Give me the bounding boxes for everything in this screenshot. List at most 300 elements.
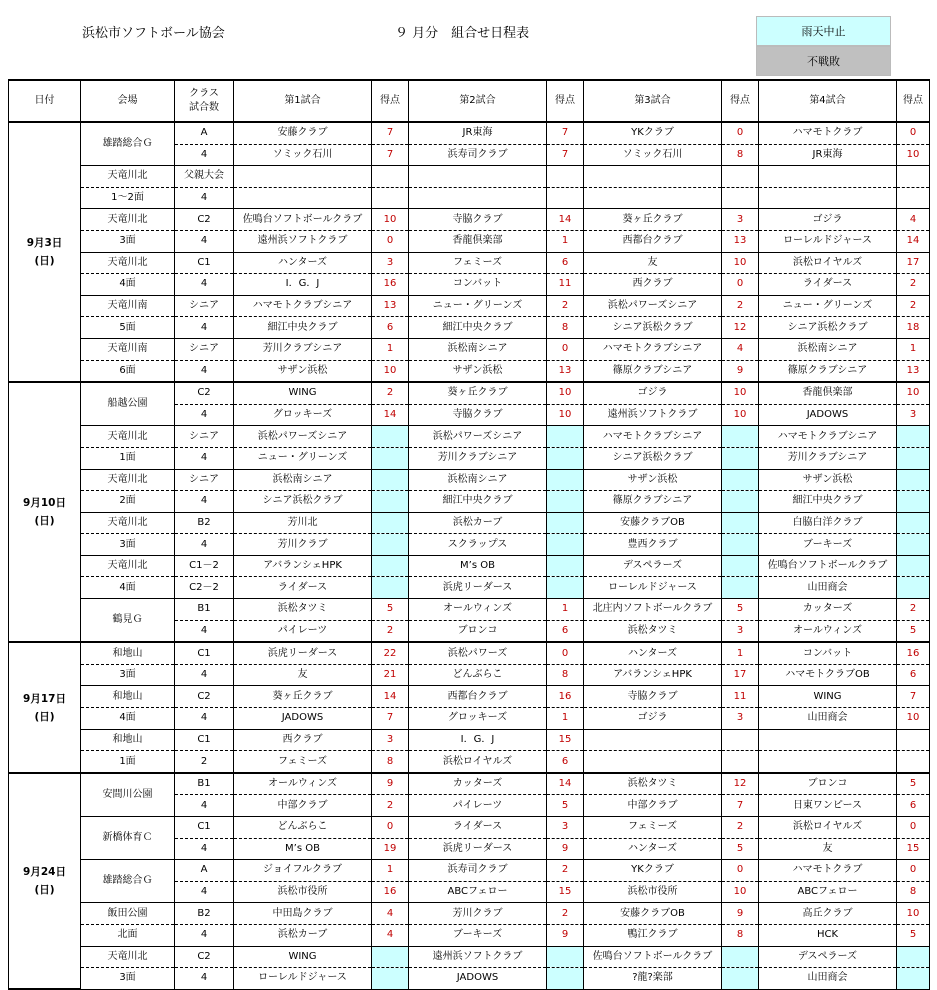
team-cell: 浜虎リーダース <box>409 838 547 860</box>
date-cell <box>9 382 81 642</box>
team-cell: 浜松南シニア <box>409 469 547 491</box>
score-cell <box>547 534 584 556</box>
team-cell: JADOWS <box>409 968 547 990</box>
score-cell <box>547 187 584 209</box>
count-cell: 4 <box>175 924 234 946</box>
col-class <box>175 80 234 122</box>
score-cell: 5 <box>897 620 930 642</box>
venue-field: 4面 <box>81 577 175 599</box>
venue-name: 雄踏総合Ｇ <box>81 122 175 166</box>
score-cell: 6 <box>547 620 584 642</box>
score-cell: 10 <box>897 144 930 166</box>
table-row <box>9 534 930 556</box>
team-cell: 浜寿司クラブ <box>409 860 547 882</box>
date-label: 9月10日 <box>23 497 66 510</box>
team-cell: 浜松パワーズ <box>409 642 547 664</box>
count-cell: 4 <box>175 881 234 903</box>
team-cell: 芳川クラブ <box>234 534 372 556</box>
score-cell: 16 <box>897 642 930 664</box>
table-row <box>9 166 930 188</box>
team-cell: ライダース <box>234 577 372 599</box>
score-cell <box>897 426 930 448</box>
count-cell: 4 <box>175 534 234 556</box>
team-cell: ハンターズ <box>234 252 372 274</box>
score-cell: 7 <box>372 122 409 144</box>
team-cell: 香龍倶楽部 <box>759 382 897 404</box>
venue-name: 和地山 <box>81 642 175 664</box>
venue-field: 6面 <box>81 360 175 382</box>
team-cell: カッターズ <box>759 599 897 621</box>
score-cell: 17 <box>722 664 759 686</box>
weekday-label: (日) <box>34 710 55 723</box>
venue-field: 3面 <box>81 664 175 686</box>
team-cell: 安藤クラブ <box>234 122 372 144</box>
score-cell <box>722 751 759 773</box>
score-cell <box>547 426 584 448</box>
score-cell: 3 <box>722 620 759 642</box>
team-cell: 浜松ロイヤルズ <box>759 252 897 274</box>
score-cell <box>372 577 409 599</box>
col-score4: 得点 <box>897 80 930 122</box>
score-cell <box>722 946 759 968</box>
team-cell <box>584 187 722 209</box>
table-row <box>9 252 930 274</box>
score-cell <box>547 512 584 534</box>
score-cell: 5 <box>722 599 759 621</box>
score-cell: 7 <box>722 795 759 817</box>
score-cell <box>897 555 930 577</box>
score-cell: 10 <box>722 881 759 903</box>
score-cell: 15 <box>547 881 584 903</box>
team-cell: 寺脇クラブ <box>584 686 722 708</box>
venue-name: 天竜川北 <box>81 166 175 188</box>
score-cell <box>372 469 409 491</box>
score-cell: 14 <box>897 230 930 252</box>
team-cell: ニュー・グリーンズ <box>234 447 372 469</box>
score-cell: 1 <box>372 860 409 882</box>
col-date: 日付 <box>9 80 81 122</box>
score-cell <box>722 577 759 599</box>
class-cell: A <box>175 122 234 144</box>
team-cell: ローレルドジャース <box>234 968 372 990</box>
venue-name: 新橋体育Ｃ <box>81 817 175 860</box>
class-cell: C1 <box>175 817 234 839</box>
score-cell: 0 <box>547 642 584 664</box>
team-cell <box>409 187 547 209</box>
team-cell: 中部クラブ <box>234 795 372 817</box>
team-cell: 細江中央クラブ <box>409 317 547 339</box>
score-cell: 19 <box>372 838 409 860</box>
team-cell: ?龍?楽部 <box>584 968 722 990</box>
score-cell: 2 <box>372 795 409 817</box>
score-cell: 0 <box>722 274 759 296</box>
score-cell: 1 <box>897 338 930 360</box>
venue-field: 5面 <box>81 317 175 339</box>
score-cell <box>897 512 930 534</box>
team-cell: 浜松タツミ <box>584 620 722 642</box>
score-cell: 4 <box>372 903 409 925</box>
team-cell: 山田商会 <box>759 577 897 599</box>
team-cell: 芳川北 <box>234 512 372 534</box>
table-row <box>9 751 930 773</box>
score-cell: 8 <box>897 881 930 903</box>
score-cell: 0 <box>722 860 759 882</box>
score-cell: 9 <box>722 360 759 382</box>
team-cell: 西都台クラブ <box>584 230 722 252</box>
score-cell: 12 <box>722 773 759 795</box>
team-cell: 友 <box>584 252 722 274</box>
class-cell: B2 <box>175 512 234 534</box>
table-row <box>9 317 930 339</box>
col-count-label: 試合数 <box>189 102 219 113</box>
team-cell: 遠州浜ソフトクラブ <box>584 404 722 426</box>
score-cell <box>372 512 409 534</box>
team-cell: ゴジラ <box>584 382 722 404</box>
score-cell: 4 <box>897 209 930 231</box>
score-cell: 2 <box>722 295 759 317</box>
team-cell: ローレルドジャース <box>584 577 722 599</box>
legend-forfeit: 不戦敗 <box>756 46 891 76</box>
score-cell: 4 <box>722 338 759 360</box>
class-cell: シニア <box>175 426 234 448</box>
table-row <box>9 729 930 751</box>
score-cell: 10 <box>547 382 584 404</box>
team-cell: JR東海 <box>409 122 547 144</box>
score-cell: 0 <box>372 817 409 839</box>
score-cell <box>897 469 930 491</box>
team-cell: JR東海 <box>759 144 897 166</box>
count-cell: 4 <box>175 491 234 513</box>
score-cell <box>372 187 409 209</box>
date-label: 9月3日 <box>26 237 63 250</box>
score-cell: 13 <box>722 230 759 252</box>
score-cell: 10 <box>372 360 409 382</box>
score-cell <box>547 946 584 968</box>
col-game1: 第1試合 <box>234 80 372 122</box>
weekday-label: (日) <box>34 884 55 897</box>
count-cell: 4 <box>175 230 234 252</box>
score-cell <box>372 426 409 448</box>
table-row <box>9 512 930 534</box>
score-cell: 8 <box>722 924 759 946</box>
team-cell: 西クラブ <box>234 729 372 751</box>
team-cell: サザン浜松 <box>234 360 372 382</box>
score-cell: 0 <box>897 860 930 882</box>
org-title: 浜松市ソフトボール協会 <box>82 26 225 41</box>
team-cell: ローレルドジャース <box>759 230 897 252</box>
team-cell: ブーキーズ <box>759 534 897 556</box>
team-cell: 葵ヶ丘クラブ <box>234 686 372 708</box>
table-row <box>9 708 930 730</box>
team-cell: JADOWS <box>759 404 897 426</box>
score-cell <box>372 968 409 990</box>
team-cell: 寺脇クラブ <box>409 404 547 426</box>
team-cell <box>584 166 722 188</box>
score-cell: 16 <box>547 686 584 708</box>
class-cell: C1－2 <box>175 555 234 577</box>
score-cell <box>897 968 930 990</box>
table-row <box>9 664 930 686</box>
team-cell: 浜松市役所 <box>234 881 372 903</box>
score-cell: 15 <box>897 838 930 860</box>
count-cell: 4 <box>175 447 234 469</box>
team-cell: シニア浜松クラブ <box>584 447 722 469</box>
score-cell <box>722 187 759 209</box>
header-row <box>9 80 930 122</box>
score-cell: 0 <box>372 230 409 252</box>
venue-field: 北面 <box>81 924 175 946</box>
score-cell: 3 <box>547 817 584 839</box>
venue-name: 和地山 <box>81 686 175 708</box>
team-cell: 友 <box>759 838 897 860</box>
count-cell: 4 <box>175 708 234 730</box>
team-cell: 芳川クラブシニア <box>409 447 547 469</box>
team-cell: 浜松パワーズシニア <box>234 426 372 448</box>
table-row <box>9 968 930 990</box>
venue-name: 天竜川北 <box>81 252 175 274</box>
team-cell: WING <box>234 946 372 968</box>
score-cell: 6 <box>547 252 584 274</box>
count-cell: 4 <box>175 968 234 990</box>
date-cell <box>9 773 81 989</box>
team-cell: グロッキーズ <box>234 404 372 426</box>
score-cell: 13 <box>897 360 930 382</box>
team-cell: フェミーズ <box>409 252 547 274</box>
count-cell: 4 <box>175 838 234 860</box>
team-cell: どんぶらこ <box>234 817 372 839</box>
score-cell: 2 <box>547 860 584 882</box>
team-cell: ライダース <box>759 274 897 296</box>
team-cell: 浜松カーブ <box>409 512 547 534</box>
schedule-title: ９ 月分 組合せ日程表 <box>395 26 530 41</box>
score-cell <box>372 491 409 513</box>
score-cell: 13 <box>547 360 584 382</box>
team-cell: 北庄内ソフトボールクラブ <box>584 599 722 621</box>
team-cell: ジョイフルクラブ <box>234 860 372 882</box>
class-cell: B1 <box>175 773 234 795</box>
team-cell <box>234 166 372 188</box>
team-cell: オールウィンズ <box>234 773 372 795</box>
class-cell: C2 <box>175 209 234 231</box>
team-cell: 葵ヶ丘クラブ <box>584 209 722 231</box>
team-cell: 香龍倶楽部 <box>409 230 547 252</box>
score-cell: 10 <box>897 382 930 404</box>
score-cell: 0 <box>722 122 759 144</box>
score-cell: 3 <box>372 729 409 751</box>
score-cell: 3 <box>722 708 759 730</box>
score-cell <box>722 512 759 534</box>
score-cell <box>547 577 584 599</box>
team-cell: 浜松パワーズシニア <box>584 295 722 317</box>
table-row <box>9 599 930 621</box>
team-cell: ハマモトクラブシニア <box>234 295 372 317</box>
team-cell: どんぶらこ <box>409 664 547 686</box>
score-cell: 10 <box>547 404 584 426</box>
team-cell: ゴジラ <box>584 708 722 730</box>
table-row <box>9 577 930 599</box>
team-cell: 篠原クラブシニア <box>759 360 897 382</box>
team-cell: コンバット <box>409 274 547 296</box>
team-cell <box>409 166 547 188</box>
score-cell: 1 <box>547 708 584 730</box>
table-row <box>9 903 930 925</box>
score-cell <box>547 447 584 469</box>
team-cell: パイレーツ <box>409 795 547 817</box>
team-cell: 芳川クラブ <box>409 903 547 925</box>
count-cell: 4 <box>175 144 234 166</box>
score-cell: 10 <box>372 209 409 231</box>
col-score2: 得点 <box>547 80 584 122</box>
team-cell: デスペラーズ <box>759 946 897 968</box>
score-cell <box>722 968 759 990</box>
class-cell: A <box>175 860 234 882</box>
team-cell <box>759 751 897 773</box>
score-cell: 17 <box>897 252 930 274</box>
team-cell: 佐鳴台ソフトボールクラブ <box>234 209 372 231</box>
team-cell: 寺脇クラブ <box>409 209 547 231</box>
team-cell: グロッキーズ <box>409 708 547 730</box>
venue-field: 4面 <box>81 708 175 730</box>
score-cell: 2 <box>372 620 409 642</box>
team-cell: 葵ヶ丘クラブ <box>409 382 547 404</box>
table-row <box>9 295 930 317</box>
score-cell: 10 <box>722 382 759 404</box>
score-cell: 9 <box>722 903 759 925</box>
score-cell: 6 <box>547 751 584 773</box>
team-cell: ブロンコ <box>409 620 547 642</box>
team-cell: 豊西クラブ <box>584 534 722 556</box>
team-cell: ニュー・グリーンズ <box>409 295 547 317</box>
team-cell: ABCフェロー <box>409 881 547 903</box>
venue-name: 天竜川北 <box>81 946 175 968</box>
team-cell: 白脇白洋クラブ <box>759 512 897 534</box>
score-cell: 1 <box>547 230 584 252</box>
team-cell: 中田島クラブ <box>234 903 372 925</box>
team-cell: 細江中央クラブ <box>234 317 372 339</box>
score-cell: 2 <box>897 274 930 296</box>
team-cell: 浜虎リーダース <box>409 577 547 599</box>
team-cell: 細江中央クラブ <box>409 491 547 513</box>
count-cell: 4 <box>175 317 234 339</box>
team-cell: ニュー・グリーンズ <box>759 295 897 317</box>
class-cell: B2 <box>175 903 234 925</box>
venue-name: 和地山 <box>81 729 175 751</box>
score-cell <box>722 447 759 469</box>
score-cell: 2 <box>547 903 584 925</box>
score-cell <box>722 729 759 751</box>
team-cell: デスペラーズ <box>584 555 722 577</box>
team-cell: フェミーズ <box>584 817 722 839</box>
score-cell <box>897 447 930 469</box>
score-cell <box>722 469 759 491</box>
table-row <box>9 860 930 882</box>
score-cell <box>897 187 930 209</box>
team-cell: ソミック石川 <box>584 144 722 166</box>
team-cell: 山田商会 <box>759 708 897 730</box>
venue-field: 4面 <box>81 274 175 296</box>
score-cell: 10 <box>722 404 759 426</box>
score-cell: 8 <box>547 664 584 686</box>
score-cell <box>372 555 409 577</box>
team-cell: 浜松ロイヤルズ <box>409 751 547 773</box>
score-cell: 8 <box>722 144 759 166</box>
score-cell: 7 <box>547 122 584 144</box>
table-row <box>9 946 930 968</box>
score-cell <box>722 491 759 513</box>
score-cell <box>897 946 930 968</box>
table-row <box>9 773 930 795</box>
venue-field: 1～2面 <box>81 187 175 209</box>
score-cell: 16 <box>372 274 409 296</box>
table-row <box>9 338 930 360</box>
team-cell: 友 <box>234 664 372 686</box>
count-cell: 4 <box>175 664 234 686</box>
score-cell: 5 <box>897 773 930 795</box>
venue-name: 天竜川南 <box>81 295 175 317</box>
score-cell: 2 <box>547 295 584 317</box>
team-cell: パイレーツ <box>234 620 372 642</box>
team-cell <box>759 187 897 209</box>
score-cell: 2 <box>372 382 409 404</box>
table-row <box>9 447 930 469</box>
venue-name: 天竜川北 <box>81 209 175 231</box>
team-cell: 山田商会 <box>759 968 897 990</box>
venue-name: 天竜川北 <box>81 512 175 534</box>
col-score3: 得点 <box>722 80 759 122</box>
score-cell: 3 <box>372 252 409 274</box>
score-cell <box>897 166 930 188</box>
venue-field: 1面 <box>81 447 175 469</box>
score-cell <box>897 577 930 599</box>
score-cell <box>897 491 930 513</box>
team-cell: ブロンコ <box>759 773 897 795</box>
weekday-label: (日) <box>34 515 55 528</box>
team-cell: シニア浜松クラブ <box>584 317 722 339</box>
team-cell: HCK <box>759 924 897 946</box>
team-cell: ハンターズ <box>584 838 722 860</box>
score-cell: 7 <box>372 144 409 166</box>
score-cell <box>897 729 930 751</box>
table-row <box>9 230 930 252</box>
score-cell <box>722 166 759 188</box>
team-cell <box>584 751 722 773</box>
score-cell <box>547 555 584 577</box>
score-cell <box>547 968 584 990</box>
score-cell: 9 <box>372 773 409 795</box>
score-cell: 14 <box>547 209 584 231</box>
venue-name: 天竜川北 <box>81 426 175 448</box>
table-row <box>9 274 930 296</box>
team-cell: ハマモトクラブシニア <box>584 426 722 448</box>
score-cell: 6 <box>372 317 409 339</box>
score-cell: 5 <box>547 795 584 817</box>
score-cell: 4 <box>372 924 409 946</box>
score-cell: 0 <box>547 338 584 360</box>
weekday-label: (日) <box>34 255 55 268</box>
team-cell: アバランシェHPK <box>234 555 372 577</box>
table-row <box>9 686 930 708</box>
col-game2: 第2試合 <box>409 80 547 122</box>
score-cell: 10 <box>722 252 759 274</box>
score-cell: 3 <box>897 404 930 426</box>
team-cell: ハマモトクラブ <box>759 122 897 144</box>
class-cell: シニア <box>175 295 234 317</box>
team-cell: ハマモトクラブシニア <box>759 426 897 448</box>
count-cell: 4 <box>175 360 234 382</box>
team-cell: M’s OB <box>234 838 372 860</box>
score-cell: 0 <box>897 122 930 144</box>
class-cell: シニア <box>175 469 234 491</box>
